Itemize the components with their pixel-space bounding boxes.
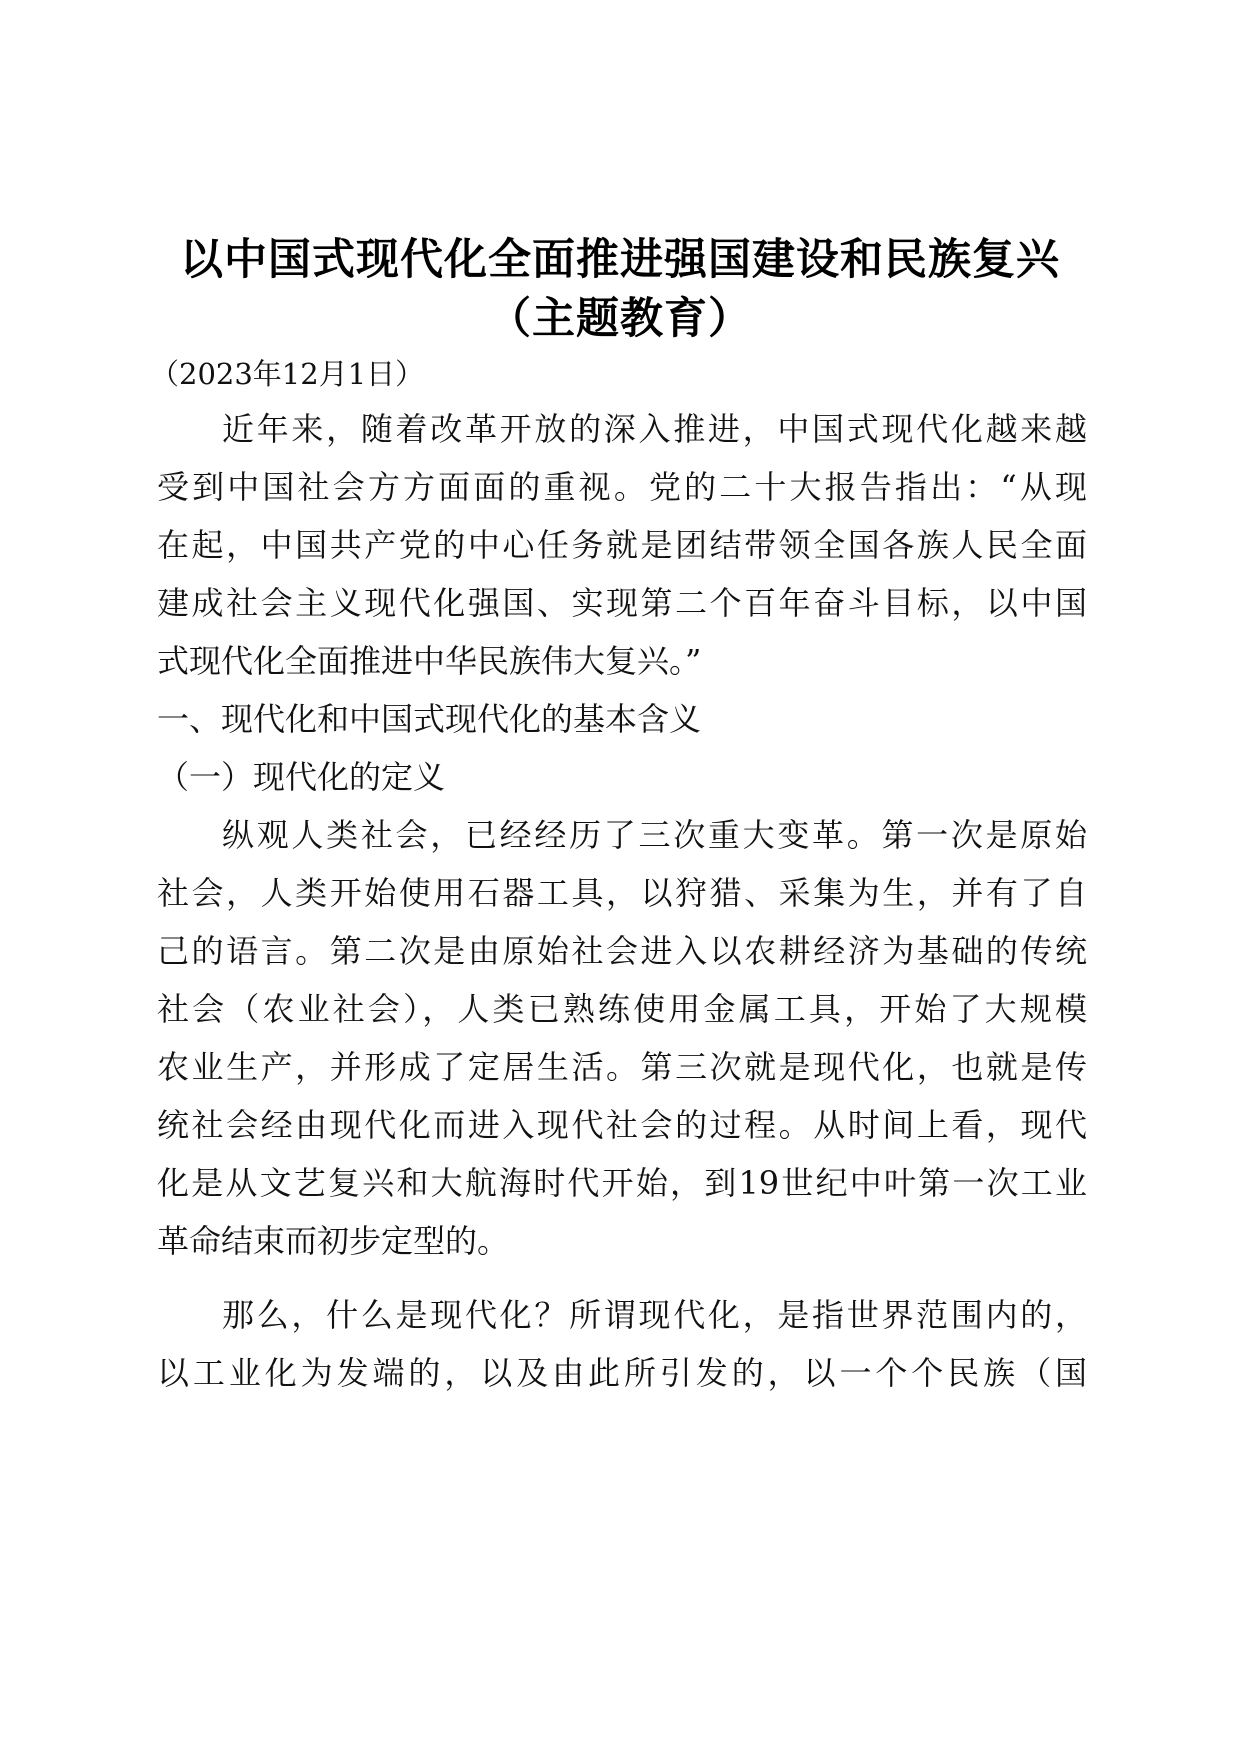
section-heading: 一、现代化和中国式现代化的基本含义 (157, 700, 702, 738)
paragraph-line: 社会，人类开始使用石器工具，以狩猎、采集为生，并有了自 (157, 874, 1087, 912)
paragraph-line: 化是从文艺复兴和大航海时代开始，到19世纪中叶第一次工业 (157, 1164, 1087, 1202)
paragraph-line: 以工业化为发端的，以及由此所引发的，以一个个民族（国 (157, 1354, 1087, 1392)
paragraph-line: 建成社会主义现代化强国、实现第二个百年奋斗目标，以中国 (157, 584, 1087, 622)
paragraph-line: 受到中国社会方方面面的重视。党的二十大报告指出：“从现 (157, 468, 1087, 506)
paragraph-line: 式现代化全面推进中华民族伟大复兴。” (157, 642, 702, 680)
document-date: （2023年12月1日） (150, 357, 425, 391)
paragraph-line: 纵观人类社会，已经经历了三次重大变革。第一次是原始 (222, 816, 1087, 854)
subsection-heading: （一）现代化的定义 (157, 758, 446, 796)
document-title: 以中国式现代化全面推进强国建设和民族复兴 (180, 235, 1060, 285)
paragraph-line: 革命结束而初步定型的。 (157, 1222, 510, 1260)
paragraph-line: 社会（农业社会），人类已熟练使用金属工具，开始了大规模 (157, 990, 1087, 1028)
paragraph-line: 在起，中国共产党的中心任务就是团结带领全国各族人民全面 (157, 526, 1087, 564)
paragraph-line: 农业生产，并形成了定居生活。第三次就是现代化，也就是传 (157, 1048, 1087, 1086)
paragraph-line: 那么，什么是现代化？所谓现代化，是指世界范围内的， (222, 1296, 1087, 1334)
paragraph-line: 统社会经由现代化而进入现代社会的过程。从时间上看，现代 (157, 1106, 1087, 1144)
paragraph-line: 己的语言。第二次是由原始社会进入以农耕经济为基础的传统 (157, 932, 1087, 970)
paragraph-line: 近年来，随着改革开放的深入推进，中国式现代化越来越 (222, 410, 1087, 448)
document-subtitle: （主题教育） (488, 294, 752, 344)
